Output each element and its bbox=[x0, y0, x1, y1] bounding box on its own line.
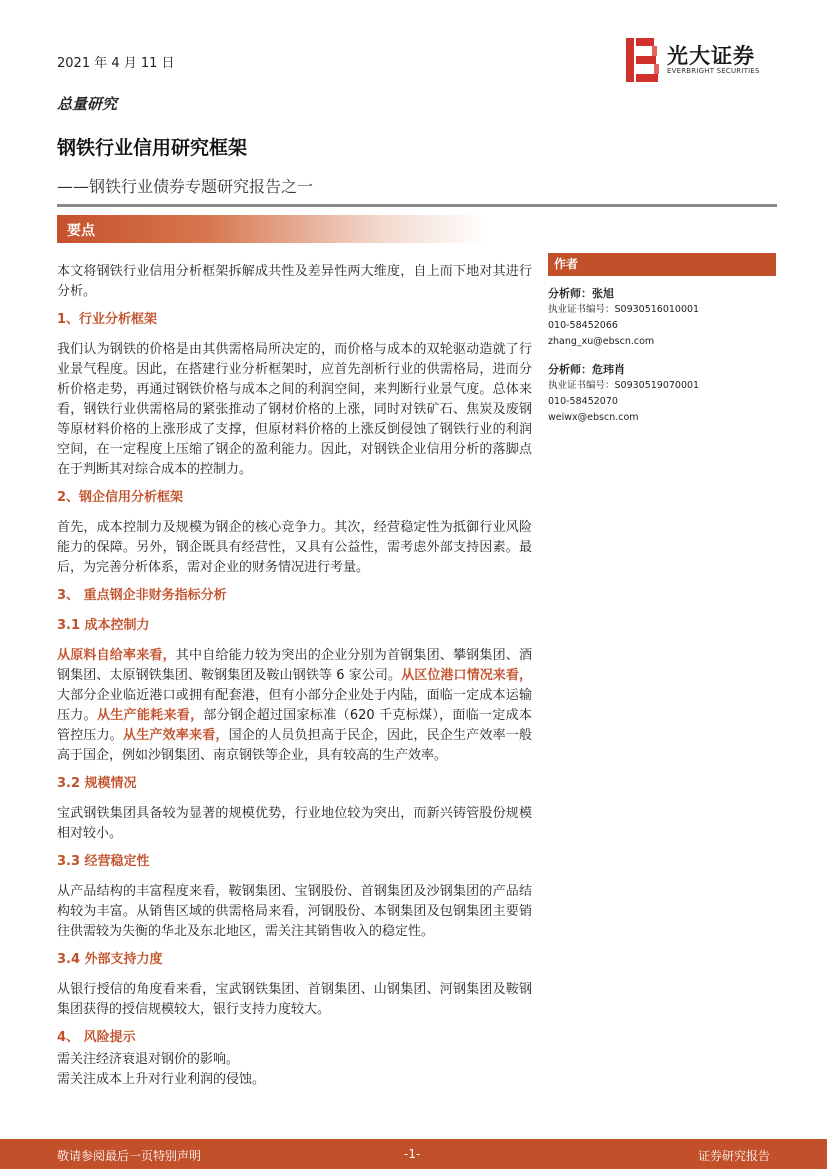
body-text: 部分钢企超过国家标准（620 千克标煤），面临一定成本管控压力。 bbox=[57, 708, 532, 743]
logo-mark-icon bbox=[626, 38, 660, 82]
section-3-3-title: 3.3 经营稳定性 bbox=[57, 854, 150, 869]
analyst-phone: 010-58452070 bbox=[548, 396, 618, 407]
author-sidebar bbox=[548, 253, 776, 426]
body-text: 其中自给能力较为突出的企业分别为首钢集团、攀钢集团、酒钢集团、太原钢铁集团、鞍钢集团及鞍山钢铁等 6 家公司。 bbox=[57, 648, 532, 683]
analyst-email[interactable]: weiwx@ebscn.com bbox=[548, 412, 639, 423]
keypoints-label: 要点 bbox=[67, 223, 95, 239]
footer-disclaimer[interactable]: 敬请参阅最后一页特别声明 bbox=[57, 1149, 202, 1163]
section-2-title: 2、钢企信用分析框架 bbox=[57, 490, 184, 505]
section-3-3-text: 从产品结构的丰富程度来看，鞍钢集团、宝钢股份、首钢集团及沙钢集团的产品结构较为丰富。从销售区域的供需格局来看，河钢股份、本钢集团及包钢集团主要销往供需较为失衡的华北及东北地区，需关注其销售收入的稳定性。 bbox=[57, 884, 532, 939]
section-4-title: 4、 风险提示 bbox=[57, 1030, 136, 1045]
page-number: -1- bbox=[404, 1147, 421, 1161]
analyst-email[interactable]: zhang_xu@ebscn.com bbox=[548, 336, 655, 347]
report-category: 总量研究 bbox=[57, 95, 118, 113]
section-1-title: 1、行业分析框架 bbox=[57, 312, 158, 327]
logo-name-en: EVERBRIGHT SECURITIES bbox=[667, 67, 760, 75]
risk-item: 需关注经济衰退对钢价的影响。 bbox=[57, 1052, 240, 1067]
section-3-1-title: 3.1 成本控制力 bbox=[57, 618, 150, 633]
section-3-2-text: 宝武钢铁集团具备较为显著的规模优势，行业地位较为突出，而新兴铸管股份规模相对较小。 bbox=[57, 806, 532, 841]
highlight-text: 从生产效率来看， bbox=[123, 728, 229, 743]
body-text: 大部分企业临近港口或拥有配套港，但有小部分企业处于内陆，面临一定成本运输压力。 bbox=[57, 688, 532, 723]
footer-report-type: 证券研究报告 bbox=[697, 1149, 770, 1163]
keypoints-banner bbox=[57, 215, 487, 243]
intro-paragraph: 本文将钢铁行业信用分析框架拆解成共性及差异性两大维度，自上而下地对其进行分析。 bbox=[57, 264, 532, 299]
author-label: 作者 bbox=[548, 253, 776, 276]
header-divider bbox=[57, 204, 777, 207]
analyst-card bbox=[548, 362, 776, 426]
section-3-4-title: 3.4 外部支持力度 bbox=[57, 952, 163, 967]
main-content bbox=[57, 262, 532, 1090]
highlight-text: 从区位港口情况来看， bbox=[401, 668, 532, 683]
analyst-name: 分析师：危玮肖 bbox=[548, 363, 625, 376]
brand-logo bbox=[626, 38, 776, 82]
page-footer bbox=[0, 1139, 827, 1169]
analyst-cert: 执业证书编号：S0930519070001 bbox=[548, 380, 700, 391]
section-3-2-title: 3.2 规模情况 bbox=[57, 776, 137, 791]
analyst-phone: 010-58452066 bbox=[548, 320, 618, 331]
risk-item: 需关注成本上升对行业利润的侵蚀。 bbox=[57, 1072, 266, 1087]
body-text: 国企的人员负担高于民企，因此，民企生产效率一般高于国企，例如沙钢集团、南京钢铁等企业，具有较高的生产效率。 bbox=[57, 728, 532, 763]
logo-name-cn: 光大证券 bbox=[667, 44, 755, 68]
highlight-text: 从生产能耗来看， bbox=[96, 708, 204, 723]
analyst-cert: 执业证书编号：S0930516010001 bbox=[548, 304, 700, 315]
section-3-1-text bbox=[57, 646, 532, 766]
section-3-4-text: 从银行授信的角度看来看，宝武钢铁集团、首钢集团、山钢集团、河钢集团及鞍钢集团获得的授信规模较大，银行支持力度较大。 bbox=[57, 982, 532, 1017]
report-date: 2021 年 4 月 11 日 bbox=[57, 56, 175, 71]
report-subtitle: ——钢铁行业债券专题研究报告之一 bbox=[57, 177, 314, 196]
analyst-card bbox=[548, 286, 776, 350]
report-title: 钢铁行业信用研究框架 bbox=[57, 137, 248, 159]
analyst-name: 分析师：张旭 bbox=[548, 287, 614, 300]
section-2-text: 首先，成本控制力及规模为钢企的核心竞争力。其次，经营稳定性为抵御行业风险能力的保障。另外，钢企既具有经营性，又具有公益性，需考虑外部支持因素。最后，为完善分析体系，需对企业的财务情况进行考量。 bbox=[57, 520, 532, 575]
section-3-title: 3、 重点钢企非财务指标分析 bbox=[57, 588, 227, 603]
section-1-text: 我们认为钢铁的价格是由其供需格局所决定的，而价格与成本的双轮驱动造就了行业景气程度。因此，在搭建行业分析框架时，应首先剖析行业的供需格局，进而分析价格走势，再通过钢铁价格与成本之间的利润空间，来判断行业景气度。总体来看，钢铁行业供需格局的紧张推动了钢材价格的上涨，同时对铁矿石、焦炭及废钢等原材料价格的上涨形成了支撑，但原材料价格的上涨反倒侵蚀了钢铁行业的利润空间，在一定程度上压缩了钢企的盈利能力。因此，对钢铁企业信用分析的落脚点在于判断其对综合成本的控制力。 bbox=[57, 342, 532, 477]
highlight-text: 从原料自给率来看， bbox=[57, 648, 176, 663]
